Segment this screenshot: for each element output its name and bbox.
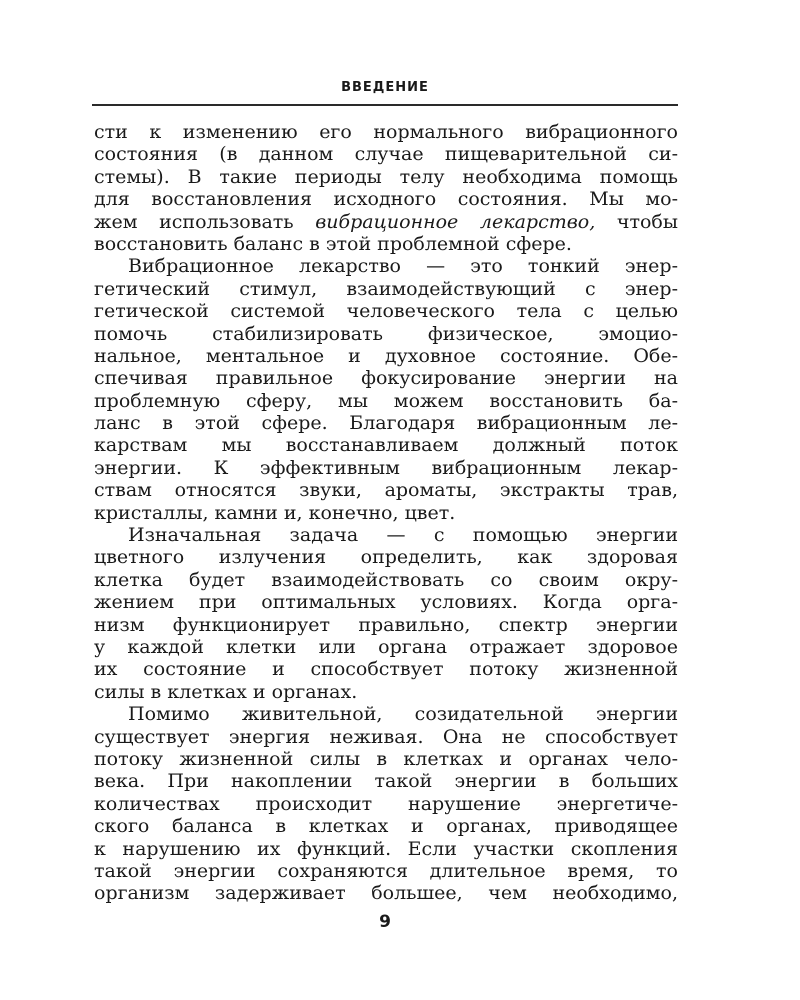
text-line: к нарушению их функций. Если участки скопления	[94, 837, 678, 860]
paragraph-1	[94, 121, 678, 255]
text-line-last: силы в клетках и органах.	[94, 680, 358, 703]
text-line: спечивая правильное фокусирование энергии на	[94, 367, 678, 390]
running-head: ВВЕДЕНИЕ	[341, 80, 429, 95]
page-number: 9	[379, 912, 391, 932]
text-line: их состояние и способствует потоку жизненной	[94, 658, 678, 681]
text-line: гетической системой человеческого тела с целью	[94, 300, 678, 323]
text-line: такой энергии сохраняются длительное время, то	[94, 859, 678, 882]
text-line: помочь стабилизировать физическое, эмоцио-	[94, 322, 678, 345]
paragraph-4	[94, 703, 678, 905]
paragraph-3	[94, 524, 678, 703]
text-line: жением при оптимальных условиях. Когда орга-	[94, 591, 678, 614]
text-line: проблемную сферу, мы можем восстановить ба-	[94, 389, 678, 412]
header-rule	[92, 104, 678, 106]
text-line: карствам мы восстанавливаем должный поток	[94, 434, 678, 457]
text-line-first: Помимо живительной, созидательной энергии	[128, 703, 678, 726]
text-line: энергии. К эффективным вибрационным лекар-	[94, 456, 678, 479]
text-line: цветного излучения определить, как здоровая	[94, 546, 678, 569]
text-line-last: кристаллы, камни и, конечно, цвет.	[94, 501, 456, 524]
text-line: нальное, ментальное и духовное состояние. Обе-	[94, 344, 678, 367]
text-line: существует энергия неживая. Она не способствует	[94, 725, 678, 748]
paragraph-2	[94, 255, 678, 524]
text-line-first: Вибрационное лекарство — это тонкий энер-	[128, 255, 678, 278]
text-line: ланс в этой сфере. Благодаря вибрационным ле-	[94, 412, 678, 435]
text-line: организм задерживает большее, чем необходимо,	[94, 882, 678, 905]
text-line: века. При накоплении такой энергии в больших	[94, 770, 678, 793]
text-line-first: Изначальная задача — с помощью энергии	[128, 524, 678, 547]
text-line: гетический стимул, взаимодействующий с энер-	[94, 277, 678, 300]
text-line: сти к изменению его нормального вибрационного	[94, 121, 678, 143]
text-line-last: восстановить баланс в этой проблемной сфере.	[94, 232, 572, 255]
text-line: потоку жизненной силы в клетках и органах чело-	[94, 747, 678, 770]
text-line: ского баланса в клетках и органах, приводящее	[94, 815, 678, 838]
text-line: ствам относятся звуки, ароматы, экстракты трав,	[94, 479, 678, 502]
text-line: состояния (в данном случае пищеварительной си-	[94, 143, 678, 166]
text-run: чтобы	[595, 210, 678, 233]
text-line: низм функционирует правильно, спектр энергии	[94, 613, 678, 636]
text-line: количествах происходит нарушение энергетиче-	[94, 792, 678, 815]
text-line: стемы). В такие периоды телу необходима помощь	[94, 165, 678, 188]
text-run: жем использовать	[94, 210, 316, 233]
text-line-with-emphasis	[94, 211, 678, 233]
text-line: клетка будет взаимодействовать со своим окру-	[94, 568, 678, 591]
body-text	[94, 121, 678, 905]
text-line: у каждой клетки или органа отражает здоровое	[94, 635, 678, 658]
emphasized-term: вибрационное лекарство,	[315, 210, 596, 233]
text-line: для восстановления исходного состояния. Мы мо-	[94, 188, 678, 211]
